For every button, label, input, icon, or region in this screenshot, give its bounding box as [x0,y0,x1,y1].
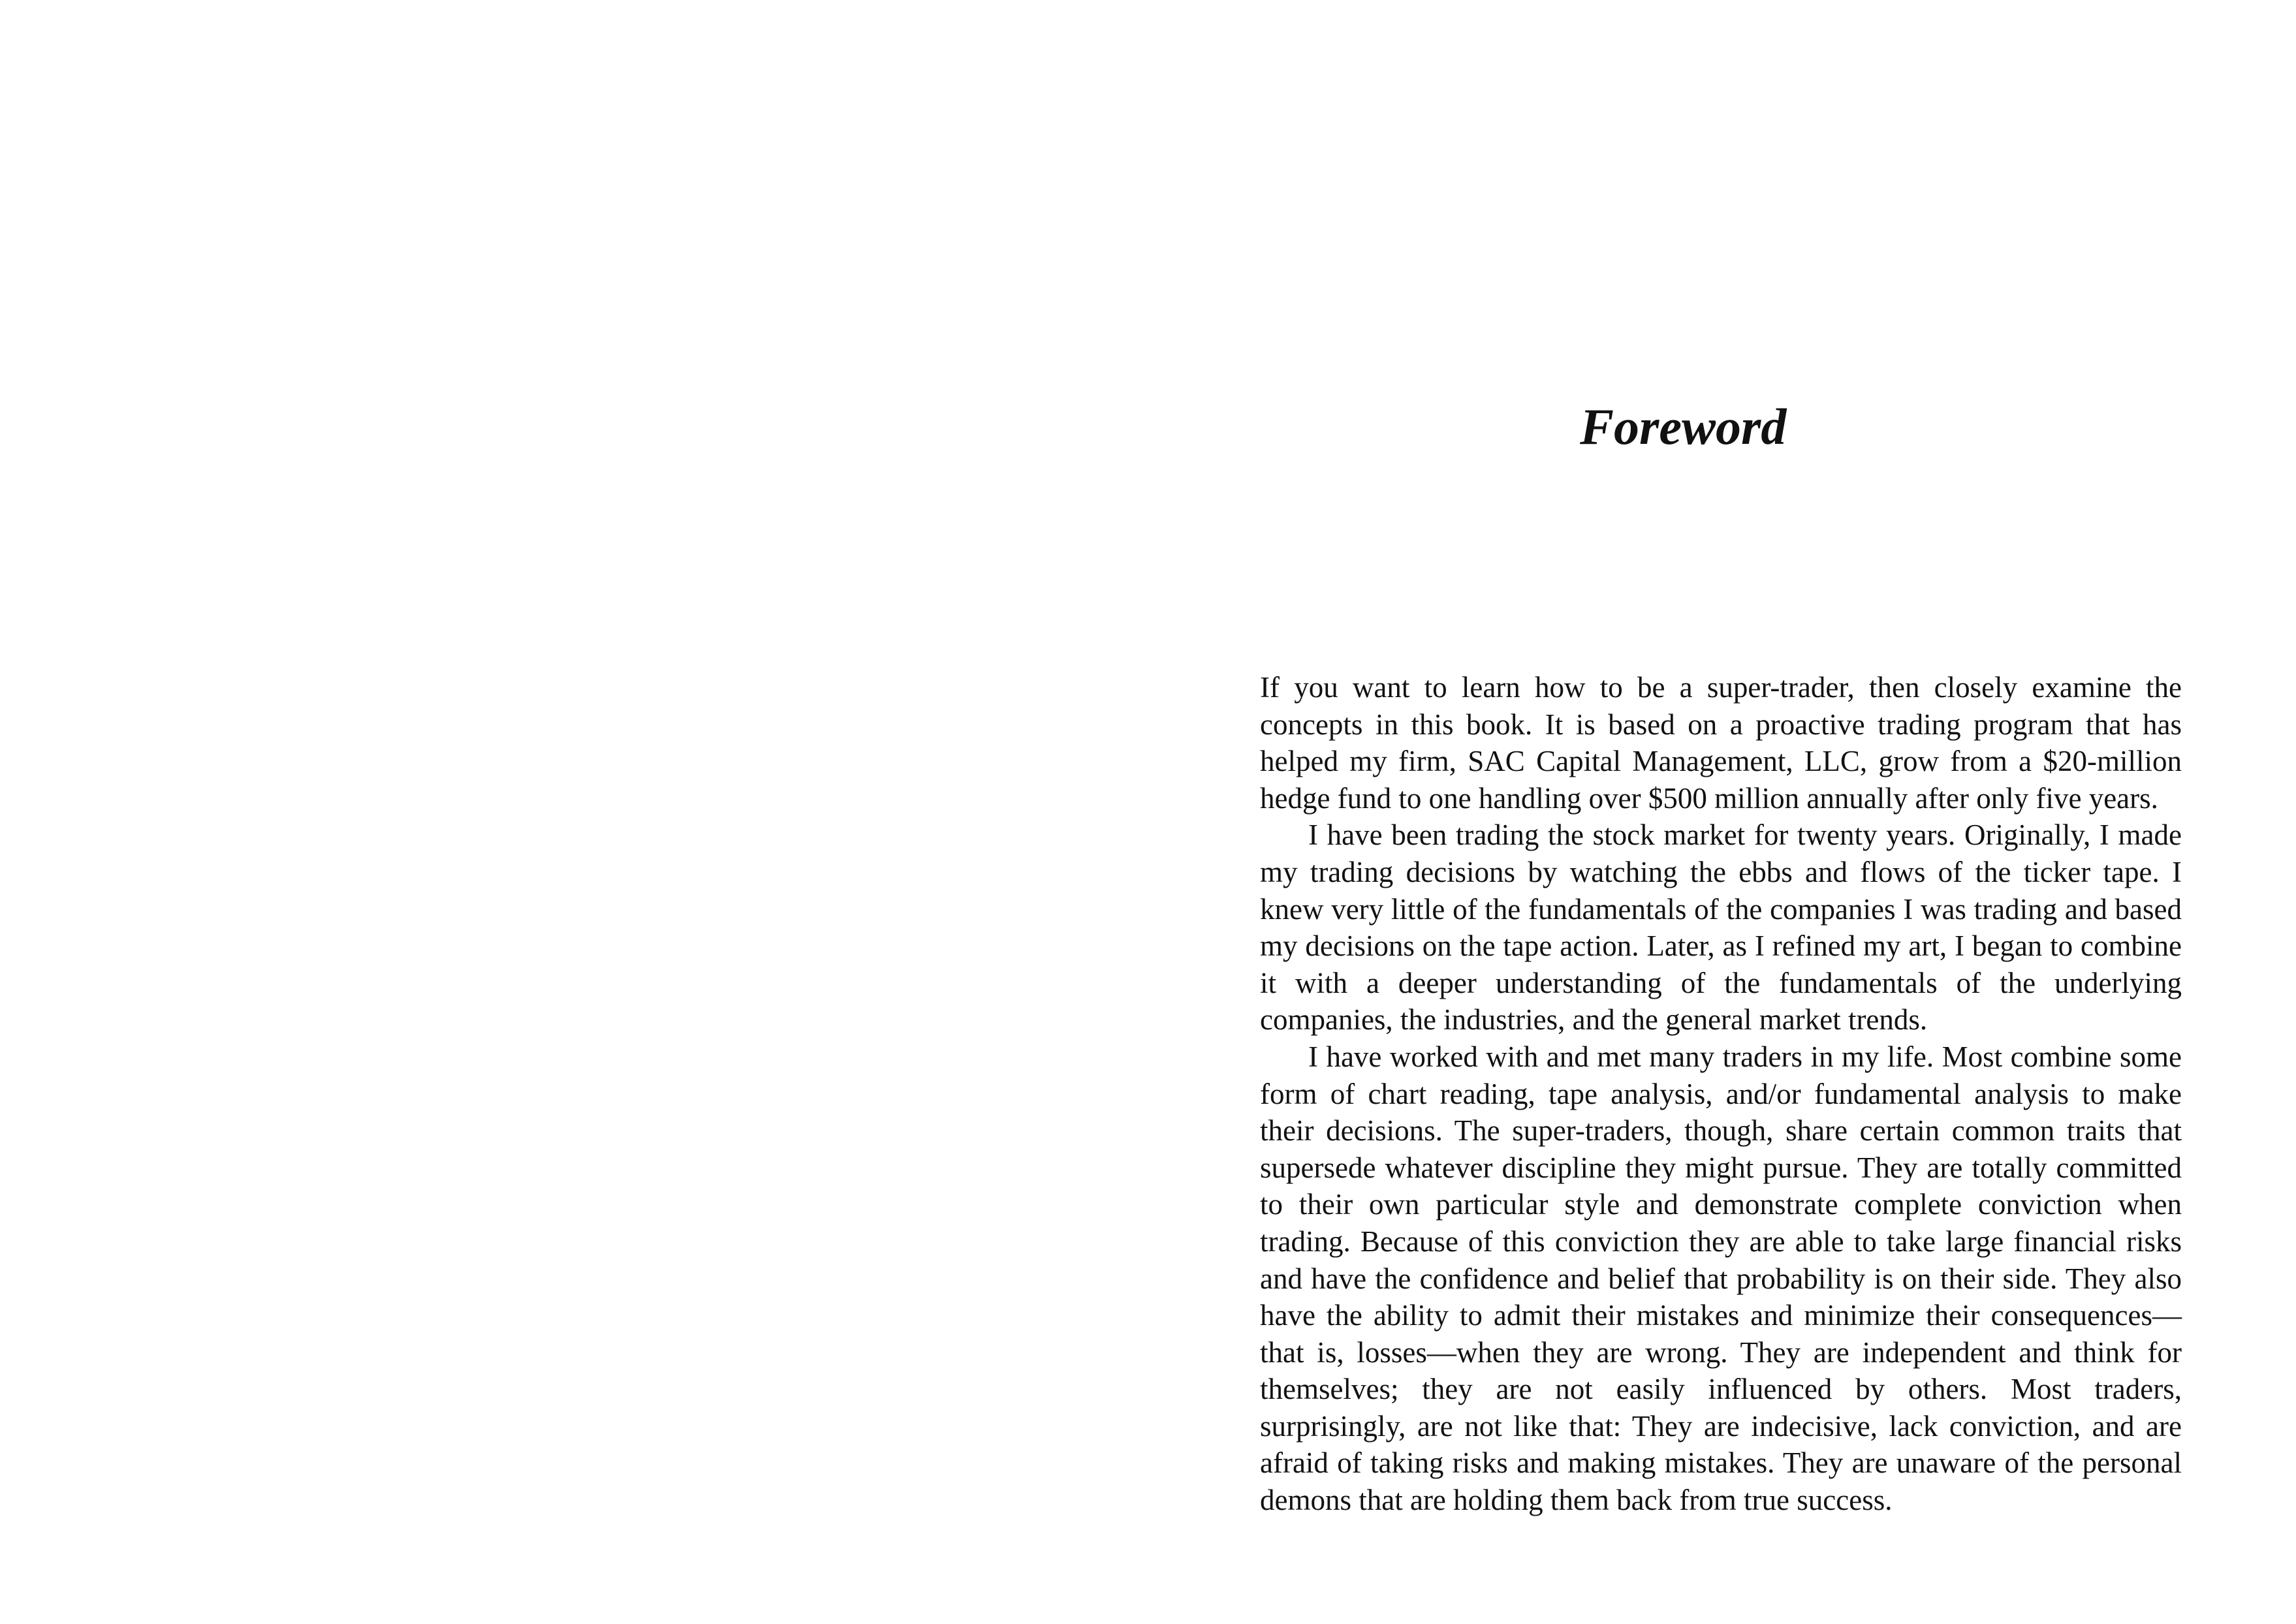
paragraph-1: If you want to learn how to be a super-trader, then closely examine the concepts in this book. It is based on a proactive trading program that has helped my firm, SAC Capital Management, LLC, grow from a $20-million hedge fund to one handling over $500 million annually after only five years. [1260,671,2182,815]
body-text [1260,669,2182,1519]
paragraph-3: I have worked with and met many traders in my life. Most combine some form of chart reading, tape analysis, and/or fundamental analysis to make their decisions. The super-traders, though, share certain common traits that supersede whatever discipline they might pursue. They are totally committed to their own particular style and demonstrate complete conviction when trading. Because of this conviction they are able to take large financial risks and have the confidence and belief that probability is on their side. They also have the ability to admit their mistakes and minimize their consequences—that is, losses—when they are wrong. They are independent and think for themselves; they are not easily influenced by others. Most traders, surprisingly, are not like that: They are indecisive, lack conviction, and are afraid of taking risks and making mistakes. They are unaware of the personal demons that are holding them back from true success. [1260,1040,2182,1517]
paragraph-2: I have been trading the stock market for twenty years. Originally, I made my trading decisions by watching the ebbs and flows of the ticker tape. I knew very little of the fundamentals of the companies I was trading and based my decisions on the tape action. Later, as I refined my art, I began to combine it with a deeper understanding of the fundamentals of the underlying companies, the industries, and the general market trends. [1260,819,2182,1037]
chapter-title: Foreword [1580,398,1787,455]
right-page [1148,0,2296,1624]
